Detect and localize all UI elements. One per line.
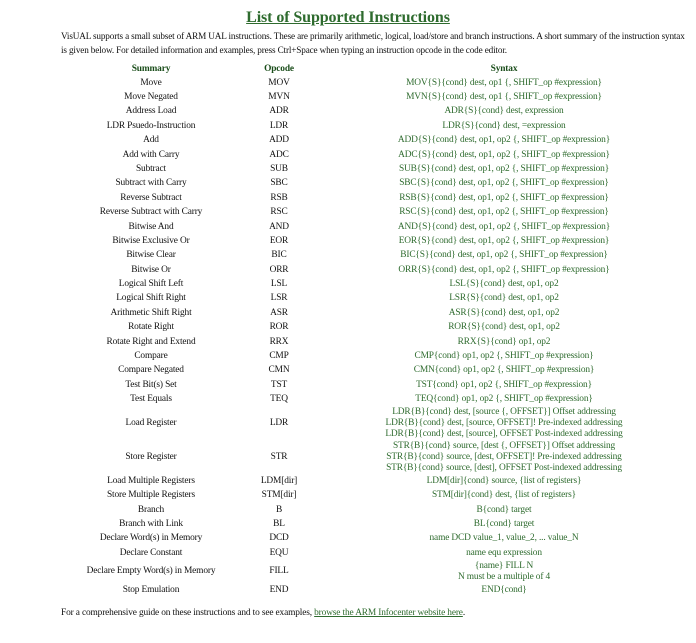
instruction-opcode: CMP bbox=[269, 351, 289, 362]
instruction-summary: Test Bit(s) Set bbox=[125, 379, 177, 390]
instruction-opcode: CMN bbox=[268, 365, 290, 376]
instruction-syntax bbox=[317, 378, 691, 392]
instruction-summary: Declare Word(s) in Memory bbox=[99, 533, 203, 544]
instruction-summary: Branch with Link bbox=[119, 518, 183, 529]
table-row bbox=[61, 583, 691, 597]
instruction-syntax bbox=[317, 162, 691, 176]
syntax-line: END{cond} bbox=[481, 584, 527, 595]
instruction-syntax bbox=[317, 249, 691, 263]
syntax-line: LDM[dir]{cond} source, {list of registers} bbox=[426, 475, 582, 486]
table-row bbox=[61, 105, 691, 119]
instruction-syntax bbox=[317, 263, 691, 277]
instruction-opcode: END bbox=[269, 584, 289, 595]
syntax-line: name DCD value_1, value_2, ... value_N bbox=[429, 533, 579, 544]
instruction-opcode: MVN bbox=[268, 91, 290, 102]
table-header-row bbox=[61, 63, 691, 76]
table-row bbox=[61, 76, 691, 90]
instruction-syntax bbox=[317, 292, 691, 306]
instruction-summary: Reverse Subtract with Carry bbox=[99, 207, 203, 218]
table-row bbox=[61, 277, 691, 291]
table-row bbox=[61, 134, 691, 148]
instruction-syntax bbox=[317, 105, 691, 119]
table-row bbox=[61, 393, 691, 407]
syntax-line: B{cond} target bbox=[476, 504, 532, 515]
instruction-summary: Stop Emulation bbox=[122, 584, 180, 595]
instruction-opcode: LDR bbox=[269, 120, 289, 131]
syntax-line: ADC{S}{cond} dest, op1, op2 {, SHIFT_op #expression} bbox=[398, 149, 610, 160]
instruction-summary: Declare Constant bbox=[119, 547, 183, 558]
instruction-opcode: STM[dir] bbox=[261, 490, 297, 501]
instruction-opcode: LDM[dir] bbox=[260, 475, 298, 486]
instruction-summary: Test Equals bbox=[130, 394, 172, 405]
instruction-opcode: AND bbox=[269, 221, 289, 232]
page-title: List of Supported Instructions bbox=[246, 9, 450, 26]
table-row bbox=[61, 364, 691, 378]
instruction-syntax bbox=[317, 90, 691, 104]
instruction-summary: Branch bbox=[137, 504, 165, 515]
instructions-table-body bbox=[61, 76, 691, 597]
instruction-opcode: BL bbox=[273, 518, 285, 529]
syntax-line: ASR{S}{cond} dest, op1, op2 bbox=[448, 307, 560, 318]
instruction-syntax bbox=[317, 76, 691, 90]
instruction-opcode: ADR bbox=[269, 106, 289, 117]
instruction-opcode: STR bbox=[270, 451, 288, 462]
table-row bbox=[61, 474, 691, 488]
syntax-line: LDR{B}{cond} dest, [source], OFFSET Post-indexed addressing bbox=[385, 429, 623, 440]
instruction-summary: Load Multiple Registers bbox=[107, 475, 195, 486]
syntax-line: name equ expression bbox=[466, 547, 542, 558]
table-row bbox=[61, 306, 691, 320]
table-row bbox=[61, 90, 691, 104]
instruction-syntax bbox=[317, 546, 691, 560]
syntax-line: LDR{B}{cond} dest, [source {, OFFSET}] Offset addressing bbox=[392, 406, 616, 417]
table-row bbox=[61, 532, 691, 546]
instruction-opcode: ROR bbox=[269, 322, 289, 333]
table-row bbox=[61, 148, 691, 162]
instruction-opcode: MOV bbox=[268, 77, 290, 88]
instruction-syntax bbox=[317, 474, 691, 488]
instruction-syntax bbox=[317, 191, 691, 205]
instruction-syntax bbox=[317, 532, 691, 546]
footer-end: . bbox=[462, 608, 466, 618]
syntax-line: AND{S}{cond} dest, op1, op2 {, SHIFT_op #expression} bbox=[397, 221, 611, 232]
instruction-summary: Reverse Subtract bbox=[120, 192, 182, 203]
syntax-line: ADR{S}{cond} dest, expression bbox=[444, 106, 564, 117]
instruction-syntax bbox=[317, 119, 691, 133]
instruction-summary: Bitwise Exclusive Or bbox=[112, 235, 190, 246]
instruction-summary: Add bbox=[143, 135, 159, 146]
table-row bbox=[61, 292, 691, 306]
table-row bbox=[61, 489, 691, 503]
instruction-opcode: TEQ bbox=[270, 394, 288, 405]
instruction-summary: Logical Shift Left bbox=[118, 279, 184, 290]
instruction-opcode: EOR bbox=[269, 235, 289, 246]
table-row bbox=[61, 378, 691, 392]
footer-note bbox=[61, 608, 465, 618]
instruction-summary: Bitwise Or bbox=[131, 264, 171, 275]
instruction-syntax bbox=[317, 306, 691, 320]
instruction-syntax bbox=[317, 134, 691, 148]
instruction-syntax bbox=[317, 206, 691, 220]
instruction-summary: LDR Psuedo-Instruction bbox=[106, 120, 196, 131]
syntax-line: LSR{S}{cond} dest, op1, op2 bbox=[449, 293, 559, 304]
syntax-column-header: Syntax bbox=[490, 64, 518, 74]
syntax-line: STR{B}{cond} source, [dest], OFFSET Post-indexed addressing bbox=[386, 463, 622, 473]
instruction-summary: Compare bbox=[134, 351, 168, 362]
instruction-opcode: ADD bbox=[269, 135, 289, 146]
instruction-opcode: ASR bbox=[270, 307, 288, 318]
instruction-summary: Compare Negated bbox=[118, 365, 184, 376]
table-row bbox=[61, 162, 691, 176]
instruction-opcode: FILL bbox=[269, 566, 289, 577]
syntax-line: ORR{S}{cond} dest, op1, op2 {, SHIFT_op #expression} bbox=[398, 264, 610, 275]
syntax-line: N must be a multiple of 4 bbox=[457, 571, 551, 582]
syntax-line: BL{cond} target bbox=[473, 518, 535, 529]
syntax-line: BIC{S}{cond} dest, op1, op2 {, SHIFT_op #expression} bbox=[400, 250, 608, 261]
instruction-opcode: BIC bbox=[271, 250, 287, 261]
instruction-syntax bbox=[317, 561, 691, 583]
instruction-summary: Load Register bbox=[125, 418, 177, 429]
instruction-syntax bbox=[317, 148, 691, 162]
instruction-syntax bbox=[317, 335, 691, 349]
instruction-summary: Declare Empty Word(s) in Memory bbox=[86, 566, 216, 577]
instruction-opcode: B bbox=[275, 504, 283, 515]
instruction-opcode: RSB bbox=[270, 192, 288, 203]
table-row bbox=[61, 263, 691, 277]
table-row bbox=[61, 234, 691, 248]
instruction-syntax bbox=[317, 234, 691, 248]
arm-infocenter-link[interactable]: browse the ARM Infocenter website here bbox=[314, 608, 463, 618]
instruction-opcode: SBC bbox=[270, 178, 288, 189]
table-row bbox=[61, 349, 691, 363]
syntax-line: {name} FILL N bbox=[474, 560, 534, 571]
syntax-line: LDR{S}{cond} dest, =expression bbox=[442, 120, 566, 131]
syntax-line: EOR{S}{cond} dest, op1, op2 {, SHIFT_op #expression} bbox=[398, 235, 610, 246]
table-row bbox=[61, 546, 691, 560]
table-row bbox=[61, 517, 691, 531]
instruction-opcode: DCD bbox=[269, 533, 289, 544]
instruction-summary: Subtract with Carry bbox=[115, 178, 187, 189]
instruction-syntax bbox=[317, 407, 691, 441]
instruction-summary: Store Register bbox=[125, 451, 177, 462]
syntax-line: RRX{S}{cond} op1, op2 bbox=[457, 336, 551, 347]
syntax-line: RSB{S}{cond} dest, op1, op2 {, SHIFT_op #expression} bbox=[399, 192, 609, 203]
instruction-syntax bbox=[317, 489, 691, 503]
syntax-line: CMN{cond} op1, op2 {, SHIFT_op #expression} bbox=[413, 365, 595, 376]
syntax-line: TEQ{cond} op1, op2 {, SHIFT_op #expression} bbox=[415, 394, 593, 405]
syntax-line: CMP{cond} op1, op2 {, SHIFT_op #expression} bbox=[414, 351, 594, 362]
opcode-column-header: Opcode bbox=[264, 64, 294, 74]
table-row bbox=[61, 191, 691, 205]
table-row bbox=[61, 119, 691, 133]
instruction-summary: Arithmetic Shift Right bbox=[110, 307, 192, 318]
table-row bbox=[61, 407, 691, 441]
instruction-syntax bbox=[317, 321, 691, 335]
instruction-summary: Add with Carry bbox=[122, 149, 180, 160]
table-row bbox=[61, 561, 691, 583]
syntax-line: STR{B}{cond} source, [dest {, OFFSET}] Offset addressing bbox=[392, 440, 616, 451]
instruction-opcode: LSR bbox=[270, 293, 288, 304]
summary-column-header: Summary bbox=[131, 64, 171, 74]
instruction-summary: Address Load bbox=[125, 106, 177, 117]
table-row bbox=[61, 335, 691, 349]
syntax-line: LDR{B}{cond} dest, [source, OFFSET]! Pre-indexed addressing bbox=[385, 418, 623, 429]
instruction-summary: Bitwise Clear bbox=[126, 250, 176, 261]
syntax-line: SUB{S}{cond} dest, op1, op2 {, SHIFT_op #expression} bbox=[398, 163, 610, 174]
instruction-syntax bbox=[317, 220, 691, 234]
syntax-line: ROR{S}{cond} dest, op1, op2 bbox=[448, 322, 560, 333]
syntax-line: STR{B}{cond} source, [dest, OFFSET]! Pre-indexed addressing bbox=[386, 451, 622, 462]
instruction-summary: Logical Shift Right bbox=[116, 293, 186, 304]
instruction-syntax bbox=[317, 177, 691, 191]
instruction-syntax bbox=[317, 393, 691, 407]
instruction-opcode: SUB bbox=[270, 163, 288, 174]
instruction-summary: Rotate Right bbox=[128, 322, 174, 333]
instruction-opcode: LDR bbox=[269, 418, 289, 429]
table-row bbox=[61, 441, 691, 475]
syntax-line: RSC{S}{cond} dest, op1, op2 {, SHIFT_op #expression} bbox=[399, 207, 609, 218]
instructions-table bbox=[61, 63, 691, 597]
syntax-line: TST{cond} op1, op2 {, SHIFT_op #expression} bbox=[416, 379, 592, 390]
instruction-summary: Store Multiple Registers bbox=[106, 490, 196, 501]
instruction-syntax bbox=[317, 349, 691, 363]
instruction-summary: Subtract bbox=[135, 163, 167, 174]
instruction-summary: Move Negated bbox=[124, 91, 178, 102]
instruction-opcode: ADC bbox=[269, 149, 289, 160]
instruction-syntax bbox=[317, 503, 691, 517]
intro-paragraph: VisUAL supports a small subset of ARM UAL instructions. These are primarily arithmetic, logical, load/store and branch instructions. A short summary of the instruction syntax is given below. For detailed information and examples, press Ctrl+Space when typing an instruction opcode in the code editor. bbox=[61, 31, 685, 55]
footer-text: For a comprehensive guide on these instructions and to see examples, bbox=[61, 608, 315, 618]
instruction-summary: Move bbox=[140, 77, 162, 88]
syntax-line: MOV{S}{cond} dest, op1 {, SHIFT_op #expression} bbox=[406, 77, 602, 88]
table-row bbox=[61, 177, 691, 191]
instruction-syntax bbox=[317, 364, 691, 378]
instruction-opcode: RRX bbox=[269, 336, 289, 347]
instruction-opcode: ORR bbox=[269, 264, 289, 275]
table-row bbox=[61, 206, 691, 220]
instruction-summary: Rotate Right and Extend bbox=[106, 336, 196, 347]
instruction-opcode: LSL bbox=[270, 279, 288, 290]
table-row bbox=[61, 321, 691, 335]
syntax-line: STM[dir]{cond} dest, {list of registers} bbox=[431, 490, 576, 501]
instruction-opcode: RSC bbox=[270, 207, 288, 218]
syntax-line: SBC{S}{cond} dest, op1, op2 {, SHIFT_op #expression} bbox=[399, 178, 609, 189]
instruction-opcode: TST bbox=[270, 379, 288, 390]
syntax-line: MVN{S}{cond} dest, op1 {, SHIFT_op #expression} bbox=[406, 91, 602, 102]
instruction-opcode: EQU bbox=[269, 547, 289, 558]
table-row bbox=[61, 249, 691, 263]
instruction-syntax bbox=[317, 277, 691, 291]
syntax-line: LSL{S}{cond} dest, op1, op2 bbox=[449, 279, 559, 290]
instruction-syntax bbox=[317, 517, 691, 531]
instruction-summary: Bitwise And bbox=[128, 221, 174, 232]
table-row bbox=[61, 503, 691, 517]
instruction-syntax bbox=[317, 583, 691, 597]
table-row bbox=[61, 220, 691, 234]
syntax-line: ADD{S}{cond} dest, op1, op2 {, SHIFT_op #expression} bbox=[397, 135, 611, 146]
instruction-syntax bbox=[317, 441, 691, 475]
